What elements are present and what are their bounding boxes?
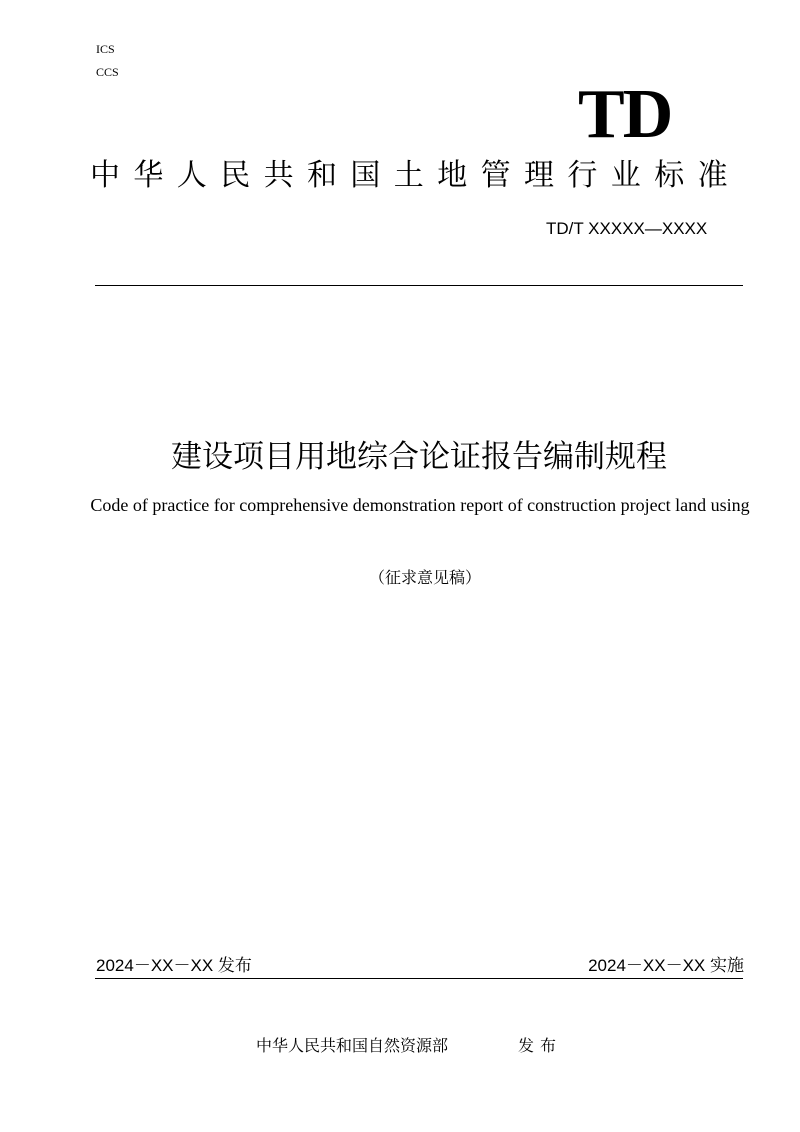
document-title-zh: 建设项目用地综合论证报告编制规程 — [171, 439, 667, 475]
draft-status-label: （征求意见稿） — [368, 568, 481, 587]
bottom-divider — [95, 978, 743, 979]
standard-number: TD/T XXXXX—XXXX — [546, 219, 708, 238]
top-divider — [95, 285, 743, 286]
implementation-date: 2024－XX－XX 实施 — [588, 956, 744, 975]
publisher-name: 中华人民共和国自然资源部 — [256, 1036, 449, 1055]
issue-date: 2024－XX－XX 发布 — [96, 956, 252, 975]
standard-category-title: 中华人民共和国土地管理行业标准 — [90, 158, 741, 193]
publisher-action: 发布 — [518, 1036, 563, 1055]
document-title-en: Code of practice for comprehensive demonstration report of construction project land using — [90, 495, 750, 515]
td-standard-logo: TD — [578, 76, 672, 153]
ics-code-label: ICS — [96, 42, 115, 56]
ccs-code-label: CCS — [96, 65, 119, 79]
